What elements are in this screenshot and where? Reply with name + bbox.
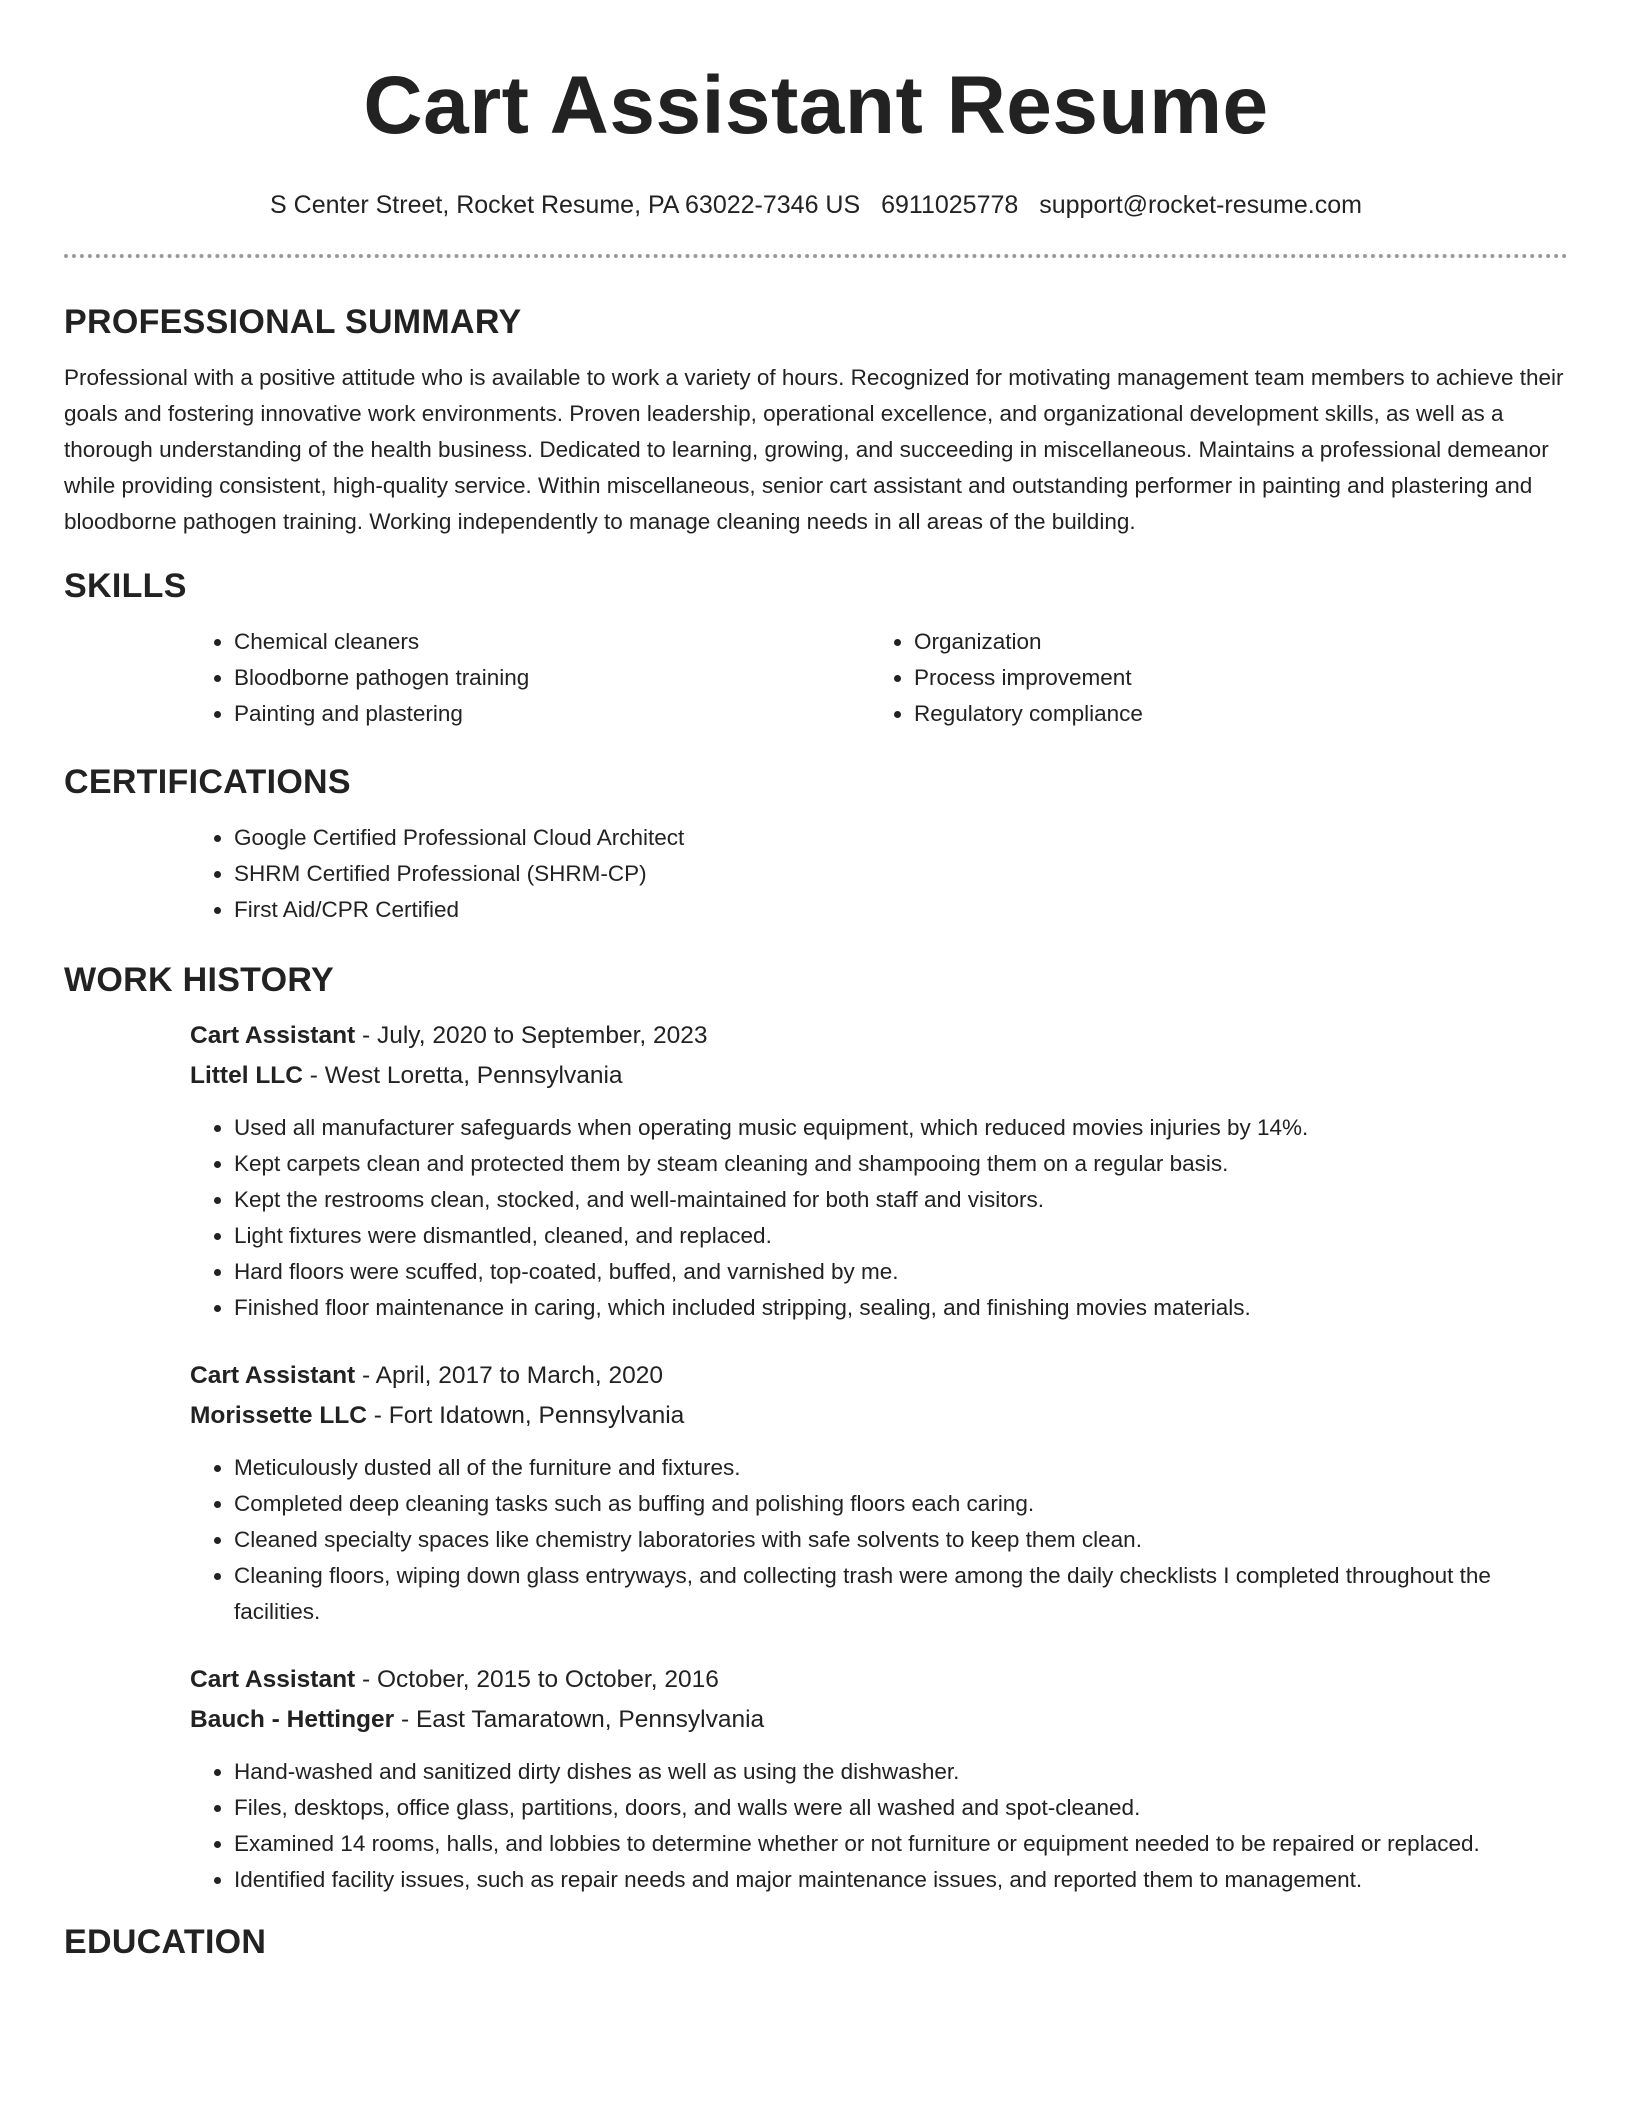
certifications-list — [190, 820, 1568, 928]
job-company: Littel LLC — [190, 1062, 303, 1089]
resume-title: Cart Assistant Resume — [363, 60, 1269, 151]
contact-address: S Center Street, Rocket Resume, PA 63022-7346 US — [270, 191, 861, 219]
skill-item: • Process improvement — [914, 660, 1550, 696]
job-bullet: • Identified facility issues, such as repair needs and major maintenance issues, and reported them to management. — [234, 1862, 1568, 1898]
job-dates: - July, 2020 to September, 2023 — [355, 1022, 708, 1049]
skills-column-right — [870, 624, 1550, 732]
job-bullet: • Cleaning floors, wiping down glass entryways, and collecting trash were among the daily checklists I completed throughout the facilities. — [234, 1558, 1568, 1630]
job-dates: - October, 2015 to October, 2016 — [355, 1666, 719, 1693]
job-location: - West Loretta, Pennsylvania — [302, 1062, 623, 1089]
skill-item: • Painting and plastering — [234, 696, 870, 732]
job-title-line — [190, 1356, 1568, 1396]
job-bullet: • Kept carpets clean and protected them by steam cleaning and shampooing them on a regular basis. — [234, 1146, 1568, 1182]
certification-item: • First Aid/CPR Certified — [234, 892, 1568, 928]
job-bullet: • Hard floors were scuffed, top-coated, buffed, and varnished by me. — [234, 1254, 1568, 1290]
job-company: Bauch - Hettinger — [190, 1706, 395, 1733]
job-company: Morissette LLC — [190, 1402, 367, 1429]
job-role: Cart Assistant — [190, 1022, 356, 1049]
job-role: Cart Assistant — [190, 1362, 356, 1389]
certifications-heading: CERTIFICATIONS — [64, 763, 351, 801]
job-dates: - April, 2017 to March, 2020 — [355, 1362, 663, 1389]
job-location: - Fort Idatown, Pennsylvania — [366, 1402, 685, 1429]
contact-phone: 6911025778 — [881, 191, 1019, 219]
skill-item: • Chemical cleaners — [234, 624, 870, 660]
job-bullet: • Cleaned specialty spaces like chemistry laboratories with safe solvents to keep them clean. — [234, 1522, 1568, 1558]
job-bullet: • Kept the restrooms clean, stocked, and well-maintained for both staff and visitors. — [234, 1182, 1568, 1218]
job-title-line — [190, 1660, 1568, 1700]
job-role: Cart Assistant — [190, 1666, 356, 1693]
work-history-heading: WORK HISTORY — [64, 961, 334, 999]
skill-item: • Bloodborne pathogen training — [234, 660, 870, 696]
skills-heading: SKILLS — [64, 567, 187, 605]
job-company-line — [190, 1700, 1568, 1740]
job-bullet: • Examined 14 rooms, halls, and lobbies to determine whether or not furniture or equipment needed to be repaired or replaced. — [234, 1826, 1568, 1862]
education-heading: EDUCATION — [64, 1923, 267, 1961]
job-bullet: • Hand-washed and sanitized dirty dishes as well as using the dishwasher. — [234, 1754, 1568, 1790]
job-location: - East Tamaratown, Pennsylvania — [394, 1706, 765, 1733]
job-company-line — [190, 1056, 1568, 1096]
job-title-line — [190, 1016, 1568, 1056]
job-bullet: • Meticulously dusted all of the furniture and fixtures. — [234, 1450, 1568, 1486]
job-bullet: • Files, desktops, office glass, partitions, doors, and walls were all washed and spot-cleaned. — [234, 1790, 1568, 1826]
skills-list — [190, 624, 1568, 732]
contact-email[interactable]: support@rocket-resume.com — [1039, 191, 1362, 219]
contact-line — [64, 190, 1568, 220]
skills-column-left — [190, 624, 870, 732]
summary-text: Professional with a positive attitude who is available to work a variety of hours. Recognized for motivating management team members to achieve their goals and fostering innovative work environments. Proven leadership, operational excellence, and organizational development skills, as well as a thorough understanding of the health business. Dedicated to learning, growing, and succeeding in miscellaneous. Maintains a professional demeanor while providing consistent, high-quality service. Within miscellaneous, senior cart assistant and outstanding performer in painting and plastering and bloodborne pathogen training. Working independently to manage cleaning needs in all areas of the building. — [64, 365, 1564, 534]
job-entry — [190, 1356, 1568, 1630]
header-divider — [64, 254, 1568, 258]
job-bullet: • Used all manufacturer safeguards when operating music equipment, which reduced movies injuries by 14%. — [234, 1110, 1568, 1146]
job-bullet: • Finished floor maintenance in caring, which included stripping, sealing, and finishing movies materials. — [234, 1290, 1568, 1326]
skill-item: • Regulatory compliance — [914, 696, 1550, 732]
job-entry — [190, 1660, 1568, 1898]
job-bullet: • Light fixtures were dismantled, cleaned, and replaced. — [234, 1218, 1568, 1254]
summary-heading: PROFESSIONAL SUMMARY — [64, 303, 522, 341]
job-entry — [190, 1016, 1568, 1326]
skill-item: • Organization — [914, 624, 1550, 660]
certification-item: • Google Certified Professional Cloud Architect — [234, 820, 1568, 856]
certification-item: • SHRM Certified Professional (SHRM-CP) — [234, 856, 1568, 892]
job-bullet: • Completed deep cleaning tasks such as buffing and polishing floors each caring. — [234, 1486, 1568, 1522]
job-company-line — [190, 1396, 1568, 1436]
